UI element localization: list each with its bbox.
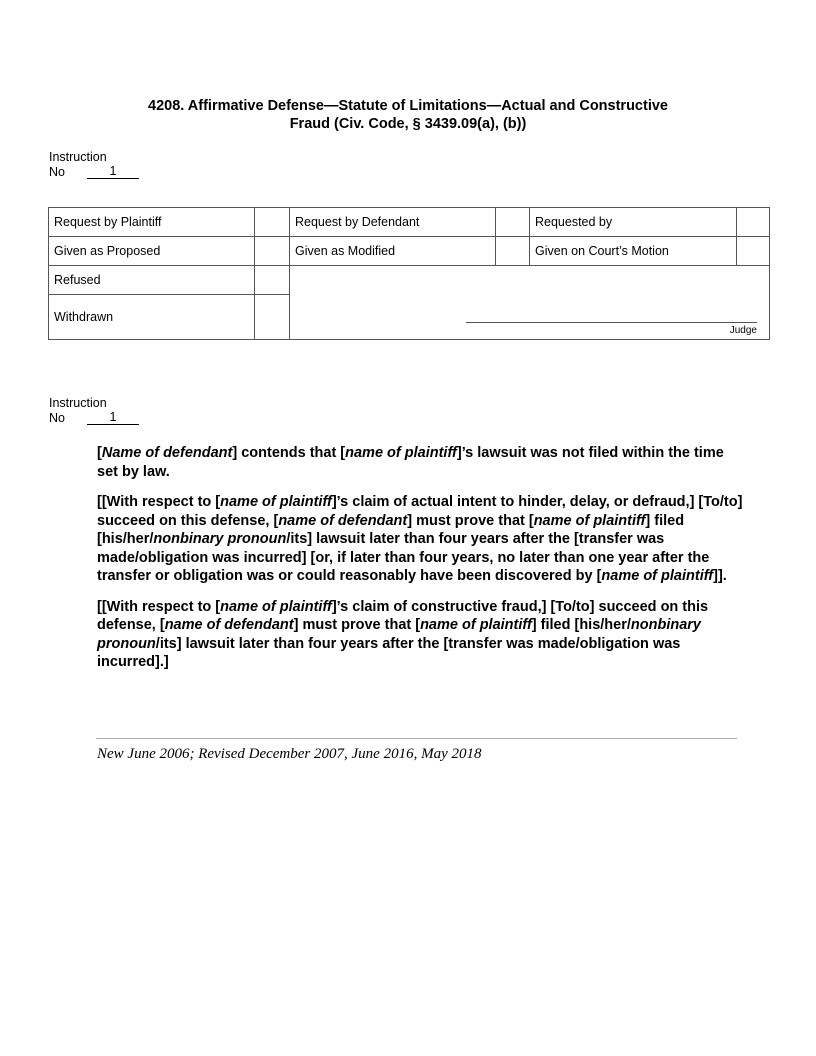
judge-signature-line (466, 322, 757, 323)
requested-by-checkbox[interactable] (737, 208, 770, 237)
refused-checkbox[interactable] (255, 266, 290, 295)
placeholder-term: nonbinary pronoun (153, 531, 287, 547)
given-on-courts-motion-checkbox[interactable] (737, 237, 770, 266)
title-line-2: Fraud (Civ. Code, § 3439.09(a), (b)) (289, 116, 527, 132)
no-label: No (49, 164, 65, 179)
placeholder-term: name of plaintiff (533, 512, 646, 529)
paragraph-contention: [Name of defendant] contends that [name of plaintiff]’s lawsuit was not filed within the time set by law. (97, 445, 724, 480)
withdrawn-label: Withdrawn (49, 295, 255, 340)
given-as-modified-checkbox[interactable] (496, 237, 530, 266)
instruction-label: Instruction (49, 150, 107, 164)
instruction-label: Instruction (49, 396, 107, 410)
request-by-defendant-label: Request by Defendant (290, 208, 496, 237)
title-line-1: 4208. Affirmative Defense—Statute of Limitations—Actual and Constructive (148, 98, 668, 114)
placeholder-term: name of plaintiff (420, 617, 532, 633)
instruction-number: 1 (87, 165, 139, 180)
refused-label: Refused (49, 266, 255, 295)
revision-history: New June 2006; Revised December 2007, June 2016, May 2018 (97, 746, 482, 762)
placeholder-term: name of plaintiff (220, 598, 332, 615)
instruction-number-bottom (49, 396, 139, 425)
given-as-proposed-label: Given as Proposed (49, 237, 255, 266)
placeholder-term: name of plaintiff (345, 445, 457, 461)
placeholder-term: name of defendant (164, 617, 294, 633)
request-by-plaintiff-label: Request by Plaintiff (49, 208, 255, 237)
instruction-number-top (49, 150, 139, 179)
judge-label: Judge (729, 325, 757, 336)
request-by-plaintiff-checkbox[interactable] (255, 208, 290, 237)
request-by-defendant-checkbox[interactable] (496, 208, 530, 237)
instruction-body (97, 444, 745, 684)
placeholder-term: name of plaintiff (601, 568, 714, 584)
given-as-modified-label: Given as Modified (290, 237, 496, 266)
placeholder-term: nonbinary pronoun (97, 617, 701, 652)
paragraph-constructive-fraud: [[With respect to [name of plaintiff]’s claim of constructive fraud,] [To/to] succeed on this defense, [name of defendant] must prove that [name of plaintiff] filed [his/her/nonbinary pronoun/its] lawsuit later than four years after the [transfer was made/obligation was incurred].] (97, 598, 709, 670)
placeholder-term: Name of defendant (101, 445, 233, 461)
given-on-courts-motion-label: Given on Court’s Motion (530, 237, 737, 266)
given-as-proposed-checkbox[interactable] (255, 237, 290, 266)
request-table (48, 207, 770, 340)
instruction-title (60, 97, 756, 133)
requested-by-label: Requested by (530, 208, 737, 237)
placeholder-term: name of plaintiff (220, 494, 332, 510)
no-label: No (49, 410, 65, 425)
placeholder-term: name of defendant (278, 512, 408, 529)
instruction-number: 1 (87, 411, 139, 426)
judge-signature-area[interactable] (290, 266, 770, 340)
paragraph-actual-intent: [[With respect to [name of plaintiff]’s claim of actual intent to hinder, delay, or defraud,] [To/to] succeed on this defense, [name of defendant] must prove that [name of plaintiff] filed [his/her/nonbinary pronoun/its] lawsuit later than four years after the [transfer was made/obligation was incurred] [or, if later than four years, no later than one year after the transfer or obligation was or could reasonably have been discovered by [name of plaintiff]]. (97, 494, 743, 584)
history-divider (96, 738, 737, 739)
withdrawn-checkbox[interactable] (255, 295, 290, 340)
